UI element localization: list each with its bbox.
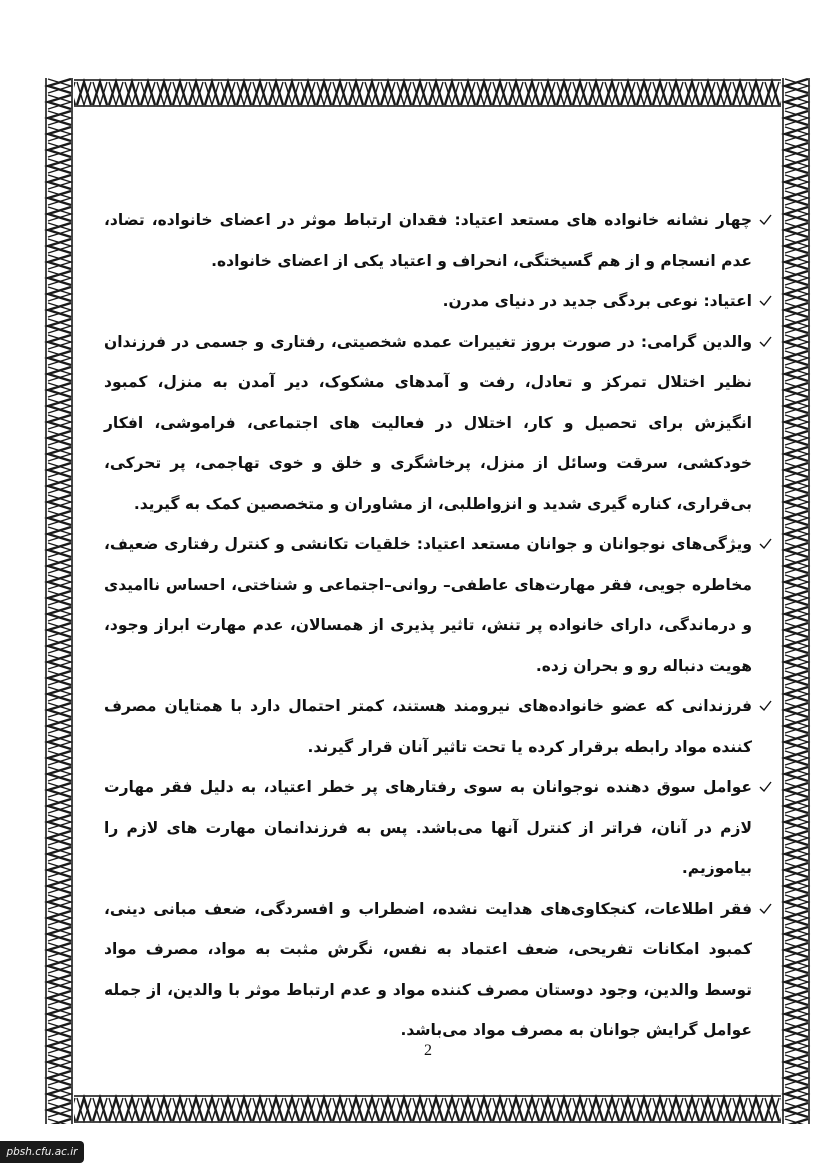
page-number: 2: [424, 1042, 432, 1059]
bullet-text: ویژگی‌های نوجوانان و جوانان مستعد اعتیاد: خلقیات تکانشی و کنترل رفتاری ضعیف، مخاطره جویی، فقر مهارت‌های عاطفی– روانی–اجتماعی و شناختی، احساس ناامیدی و درماندگی، دارای خانواده پر تنش، تاثیر پذیری از همسالان، عدم مهارت ابراز وجود، هویت دنباله رو و بحران زده.: [104, 535, 752, 675]
bullet-text: فرزندانی که عضو خانواده‌های نیرومند هستند، کمتر احتمال دارد با همتایان مصرف کننده مواد رابطه برقرار کرده یا تحت تاثیر آنان قرار گیرند.: [104, 697, 752, 756]
decorative-border-top: [44, 78, 811, 108]
decorative-border-right: [781, 78, 811, 1124]
bullet-text: فقر اطلاعات، کنجکاوی‌های هدایت نشده، اضطراب و افسردگی، ضعف مبانی دینی، کمبود امکانات تفریحی، ضعف اعتماد به نفس، نگرش مثبت به مواد، مصرف مواد توسط والدین، وجود دوستان مصرف کننده مواد و عدم ارتباط موثر با والدین، از جمله عوامل گرایش جوانان به مصرف مواد می‌باشد.: [104, 899, 752, 1039]
bullet-text: اعتیاد: نوعی بردگی جدید در دنیای مدرن.: [442, 292, 752, 310]
bullet-item: [104, 281, 774, 322]
bullet-text: عوامل سوق دهنده نوجوانان به سوی رفتارهای پر خطر اعتیاد، به دلیل فقر مهارت لازم در آنان، فراتر از کنترل آنها می‌باشد. پس به فرزندانمان مهارت های لازم را بیاموزیم.: [104, 778, 752, 877]
bullet-item: [104, 524, 774, 686]
check-mark-icon: [756, 322, 774, 362]
decorative-border-bottom: [44, 1094, 811, 1124]
check-mark-icon: [756, 524, 774, 564]
bullet-item: [104, 322, 774, 525]
check-mark-icon: [756, 281, 774, 321]
bullet-item: [104, 686, 774, 767]
bullet-item: [104, 200, 774, 281]
site-url-badge: pbsh.cfu.ac.ir: [0, 1141, 84, 1163]
bullet-text: چهار نشانه خانواده های مستعد اعتیاد: فقدان ارتباط موثر در اعضای خانواده، تضاد، عدم انسجام و از هم گسیختگی، انحراف و اعتیاد یکی از اعضای خانواده.: [104, 211, 752, 270]
bullet-list: [104, 200, 774, 1051]
bullet-item: [104, 767, 774, 889]
check-mark-icon: [756, 200, 774, 240]
bullet-item: [104, 889, 774, 1051]
bullet-text: والدین گرامی: در صورت بروز تغییرات عمده شخصیتی، رفتاری و جسمی در فرزندان نظیر اختلال تمرکز و تعادل، رفت و آمدهای مشکوک، دیر آمدن به منزل، کمبود انگیزش برای تحصیل و کار، اختلال در فعالیت های اجتماعی، فراموشی، افکار خودکشی، سرقت وسائل از منزل، پرخاشگری و خلق و خوی تهاجمی، پر تحرکی، بی‌قراری، کناره گیری شدید و انزواطلبی، از مشاوران و متخصصین کمک به گیرید.: [104, 332, 752, 513]
check-mark-icon: [756, 686, 774, 726]
check-mark-icon: [756, 889, 774, 929]
check-mark-icon: [756, 767, 774, 807]
decorative-border-left: [44, 78, 74, 1124]
